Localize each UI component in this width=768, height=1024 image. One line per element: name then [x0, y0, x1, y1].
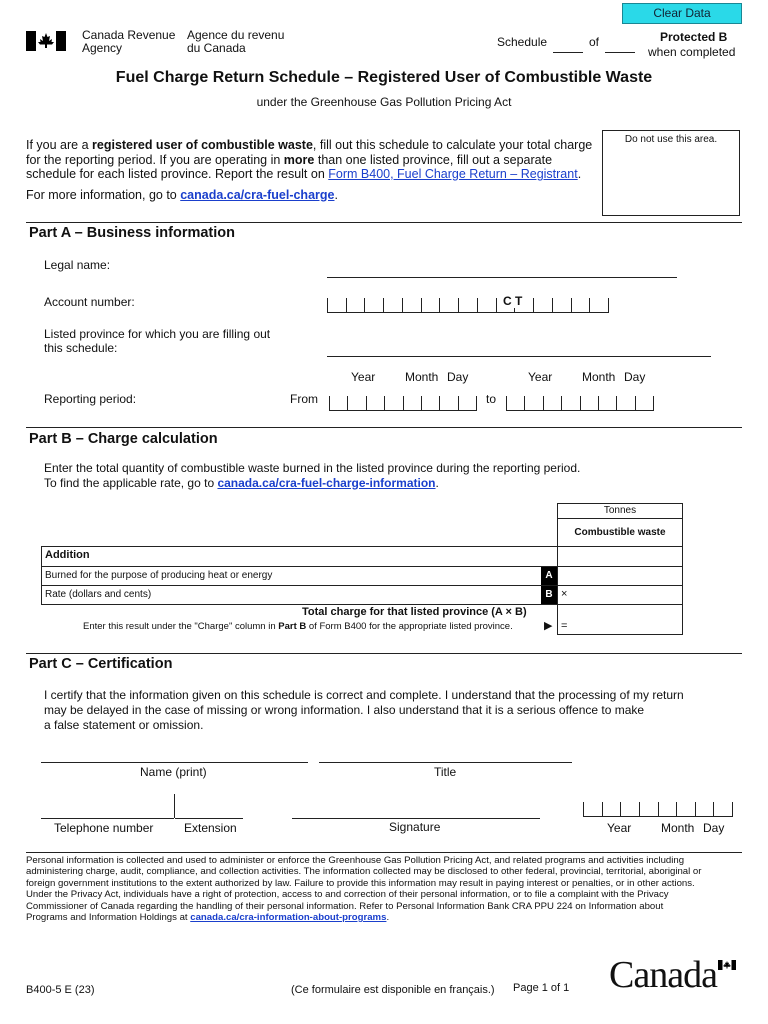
part-a-title: Part A – Business information: [29, 225, 235, 241]
canada-flag-icon: [26, 31, 66, 51]
extension-label: Extension: [184, 821, 237, 835]
reporting-to-date-field[interactable]: [506, 396, 654, 411]
total-charge-label: Total charge for that listed province (A × B): [302, 606, 527, 618]
telephone-field[interactable]: [41, 818, 174, 819]
to-month-label: Month: [582, 370, 616, 384]
province-label: Listed province for which you are filling out this schedule:: [44, 327, 271, 355]
intro-text: If you are a registered user of combustible waste, fill out this schedule to calculate your total charge for the reporting period. If you are operating in more than one listed province, fill out a separate schedule for each listed province. Report the result on Form B400, Fuel Charge Return – Registrant. For more information, go to canada.ca/cra-fuel-charge.: [26, 138, 593, 202]
form-id: B400-5 E (23): [26, 984, 95, 996]
to-day-label: Day: [624, 370, 646, 384]
of-label: of: [589, 35, 600, 49]
legal-name-label: Legal name:: [44, 258, 111, 272]
divider: [26, 653, 742, 654]
divider: [26, 852, 742, 853]
to-year-label: Year: [528, 370, 553, 384]
clear-data-button[interactable]: Clear Data: [622, 3, 742, 24]
wordmark-flag-icon: [718, 960, 736, 970]
account-number-field[interactable]: [327, 298, 609, 313]
from-year-label: Year: [351, 370, 376, 384]
cert-day-label: Day: [703, 821, 725, 835]
agency-name-fr: Agence du revenu du Canada: [187, 28, 285, 55]
from-label: From: [290, 392, 318, 406]
signature-field[interactable]: [292, 818, 540, 819]
privacy-notice: Personal information is collected and used to administer or enforce the Greenhouse Gas Pollution Pricing Act, and related programs and activities including administering charge, audit, compliance, and collection activities. The information collected may be disclosed to other federal, provincial, territorial, aboriginal or foreign government institutions to the extent authorized by law. Failure to provide this information may result in paying interest or penalties, or in other actions. Under the Privacy Act, individuals have a right of protection, access to and correction of their personal information, or to file a complaint with the Privacy Commissioner of Canada regarding the handling of their personal information. Refer to Personal Information Bank CRA PPU 224 on Information about Programs and Information Holdings at canada.ca/cra-information-about-programs.: [26, 855, 702, 924]
schedule-label: Schedule: [497, 35, 548, 49]
from-month-label: Month: [405, 370, 439, 384]
divider: [682, 604, 683, 635]
protected-label: Protected B: [660, 30, 728, 44]
line-b-input[interactable]: [570, 586, 682, 604]
agency-name-en: Canada Revenue Agency: [82, 28, 176, 55]
certification-text: I certify that the information given on this schedule is correct and complete. I understand that the processing of my return may be delayed in the case of missing or wrong information. I also understand that it is a serious offence to make a false statement or omission.: [44, 688, 684, 732]
canada-wordmark: Canada: [609, 954, 717, 996]
part-b-instructions: Enter the total quantity of combustible waste burned in the listed province during the reporting period. To find the applicable rate, go to canada.ca/cra-fuel-charge-information.: [44, 461, 581, 490]
certification-date-field[interactable]: [583, 802, 733, 817]
reporting-from-date-field[interactable]: [329, 396, 477, 411]
equals-sign: =: [561, 620, 568, 632]
name-label: Name (print): [140, 765, 207, 779]
column-header: Tonnes Combustible waste: [557, 503, 683, 547]
part-b-title: Part B – Charge calculation: [29, 431, 218, 447]
from-day-label: Day: [447, 370, 469, 384]
fuel-charge-link[interactable]: canada.ca/cra-fuel-charge: [180, 187, 335, 202]
province-field[interactable]: [327, 356, 711, 357]
reporting-period-label: Reporting period:: [44, 392, 137, 406]
legal-name-field[interactable]: [327, 277, 677, 278]
french-availability: (Ce formulaire est disponible en français.): [291, 984, 495, 996]
account-number-label: Account number:: [44, 295, 135, 309]
name-field[interactable]: [41, 762, 308, 763]
cert-month-label: Month: [661, 821, 695, 835]
title-label: Title: [434, 765, 457, 779]
title-field[interactable]: [319, 762, 572, 763]
account-ct: C T: [503, 294, 523, 308]
cert-year-label: Year: [607, 821, 632, 835]
divider: [174, 794, 175, 818]
schedule-total-field[interactable]: [605, 52, 635, 53]
page-subtitle: under the Greenhouse Gas Pollution Pricing Act: [256, 95, 512, 109]
page-title: Fuel Charge Return Schedule – Registered User of Combustible Waste: [115, 69, 653, 86]
page-number: Page 1 of 1: [513, 982, 570, 994]
line-b-tag: B: [541, 586, 557, 604]
divider: [557, 546, 558, 635]
fuel-charge-information-link[interactable]: canada.ca/cra-fuel-charge-information: [217, 476, 436, 490]
total-charge-output[interactable]: [570, 606, 682, 633]
extension-field[interactable]: [175, 818, 243, 819]
divider: [26, 222, 742, 223]
part-c-title: Part C – Certification: [29, 656, 173, 672]
when-completed-label: when completed: [648, 45, 736, 59]
total-charge-instruction: Enter this result under the "Charge" column in Part B of Form B400 for the appropriate listed province.: [83, 621, 513, 632]
line-a-input[interactable]: [558, 567, 682, 585]
form-b400-link[interactable]: Form B400, Fuel Charge Return – Registrant: [328, 167, 578, 181]
divider: [26, 427, 742, 428]
addition-row: Addition: [41, 546, 683, 567]
table-row-a: Burned for the purpose of producing heat or energy: [41, 566, 683, 586]
telephone-label: Telephone number: [54, 821, 154, 835]
times-sign: ×: [561, 588, 568, 600]
arrow-icon: ▶: [544, 620, 553, 632]
divider: [557, 634, 683, 635]
to-label: to: [486, 392, 497, 406]
line-a-tag: A: [541, 567, 557, 585]
schedule-number-field[interactable]: [553, 52, 583, 53]
information-about-programs-link[interactable]: canada.ca/cra-information-about-programs: [190, 912, 387, 924]
table-row-b: Rate (dollars and cents): [41, 585, 683, 605]
do-not-use-area: Do not use this area.: [602, 130, 740, 216]
signature-label: Signature: [389, 820, 441, 834]
